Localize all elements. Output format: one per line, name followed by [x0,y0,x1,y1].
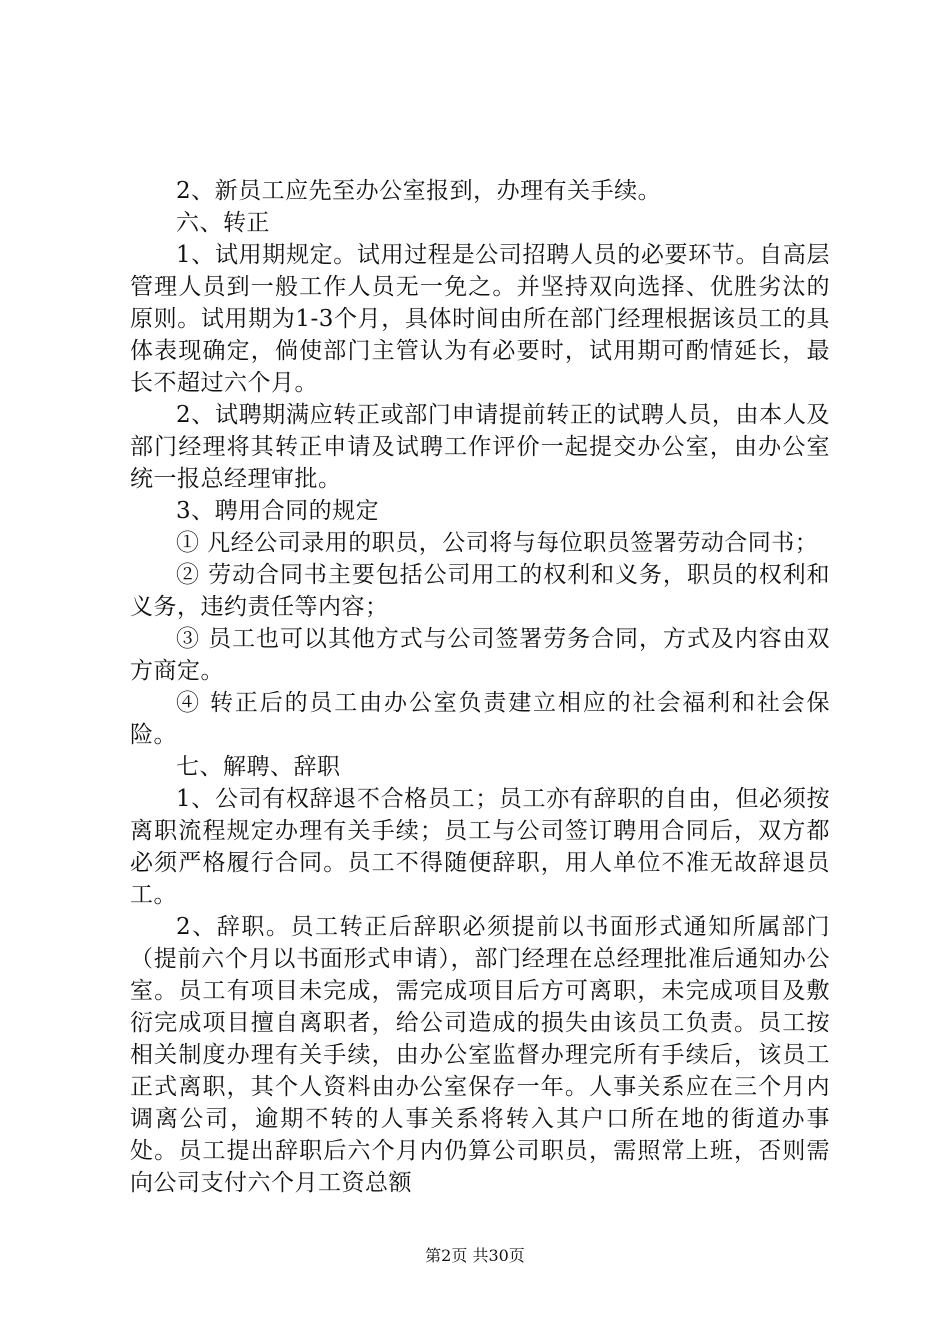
paragraph-registration: 2、新员工应先至办公室报到，办理有关手续。 [176,178,662,204]
list-item-contract-4: ④ 转正后的员工由办公室负责建立相应的社会福利和社会保险。 [130,690,830,748]
heading-contract-rules: 3、聘用合同的规定 [176,498,380,524]
paragraph-probation-rules: 1、试用期规定。试用过程是公司招聘人员的必要环节。自高层管理人员到一般工作人员无一免之。并坚持双向选择、优胜劣汰的原则。试用期为1-3个月，具体时间由所在部门经理根据该员工的具体表现确定，倘使部门主管认为有必要时，试用期可酌情延长，最长不超过六个月。 [130,242,830,396]
list-item-contract-2: ② 劳动合同书主要包括公司用工的权利和义务，职员的权利和义务，违约责任等内容； [130,562,830,620]
heading-section-7: 七、解聘、辞职 [176,754,341,780]
page-number-footer: 第2页 共30页 [425,1246,525,1265]
heading-section-6: 六、转正 [176,210,270,236]
list-item-contract-1: ① 凡经公司录用的职员，公司将与每位职员签署劳动合同书； [176,530,819,556]
document-body [130,175,830,1199]
list-item-contract-3: ③ 员工也可以其他方式与公司签署劳务合同，方式及内容由双方商定。 [130,626,830,684]
paragraph-resignation: 2、辞职。员工转正后辞职必须提前以书面形式通知所属部门（提前六个月以书面形式申请），部门经理在总经理批准后通知办公室。员工有项目未完成，需完成项目后方可离职，未完成项目及敷衍完成项目擅自离职者，给公司造成的损失由该员工负责。员工按相关制度办理有关手续，由办公室监督办理完所有手续后，该员工正式离职，其个人资料由办公室保存一年。人事关系应在三个月内调离公司，逾期不转的人事关系将转入其户口所在地的街道办事处。员工提出辞职后六个月内仍算公司职员，需照常上班，否则需向公司支付六个月工资总额 [130,914,830,1196]
paragraph-dismissal: 1、公司有权辞退不合格员工；员工亦有辞职的自由，但必须按离职流程规定办理有关手续；员工与公司签订聘用合同后，双方都必须严格履行合同。员工不得随便辞职，用人单位不准无故辞退员工。 [130,786,830,908]
paragraph-probation-confirmation: 2、试聘期满应转正或部门申请提前转正的试聘人员，由本人及部门经理将其转正申请及试聘工作评价一起提交办公室，由办公室统一报总经理审批。 [130,402,830,492]
